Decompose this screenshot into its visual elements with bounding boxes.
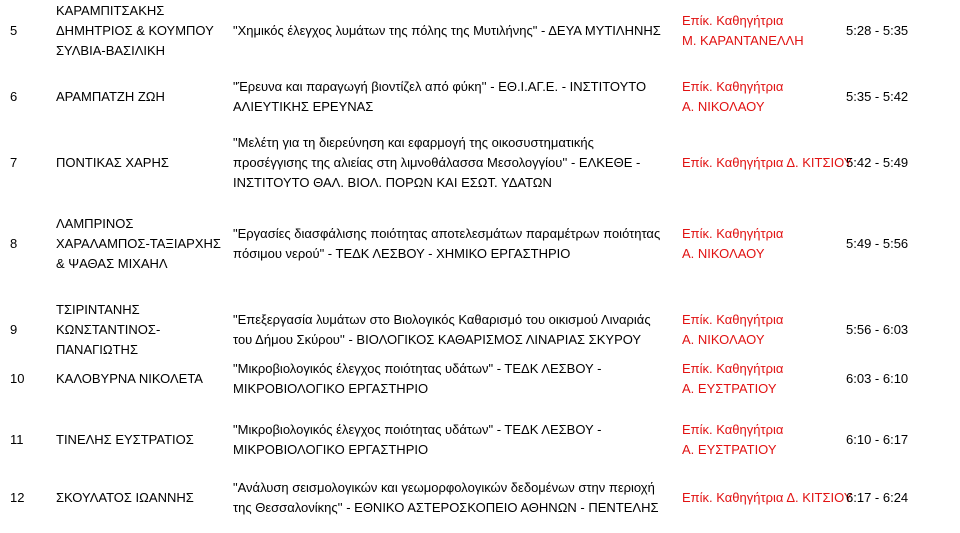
- time-slot: [846, 0, 956, 62]
- student-name-line: ΚΑΛΟΒΥΡΝΑ ΝΙΚΟΛΕΤΑ: [56, 371, 203, 386]
- supervisor-role: Επίκ. Καθηγήτρια: [682, 312, 784, 327]
- student-name-line: ΤΣΙΡΙΝΤΑΝΗΣ: [56, 302, 140, 317]
- time-slot-text: 5:35 - 5:42: [846, 89, 909, 104]
- thesis-title-line: "Επεξεργασία λυμάτων στο Βιολογικός Καθαρισμό του οικισμού Λιναριάς: [233, 312, 651, 327]
- student-names: [56, 354, 224, 404]
- thesis-title: [233, 200, 663, 288]
- time-slot-text: 6:17 - 6:24: [846, 490, 909, 505]
- student-name-line: ΚΑΡΑΜΠΙΤΣΑΚΗΣ: [56, 3, 165, 18]
- row-number-text: 6: [10, 89, 18, 104]
- time-slot: [846, 468, 956, 528]
- thesis-title: [233, 412, 663, 467]
- table-row: [0, 468, 960, 528]
- time-slot-text: 5:42 - 5:49: [846, 155, 909, 170]
- supervisor-name: Δ. ΚΙΤΣΙΟΥ: [786, 155, 853, 170]
- time-slot-text: 6:03 - 6:10: [846, 371, 909, 386]
- student-name-line: ΠΑΝΑΓΙΩΤΗΣ: [56, 342, 138, 357]
- time-slot: [846, 354, 956, 404]
- supervisor-name: Α. ΕΥΣΤΡΑΤΙΟΥ: [682, 441, 777, 457]
- time-slot-text: 6:10 - 6:17: [846, 431, 909, 447]
- supervisor: [682, 0, 832, 62]
- row-number: [10, 0, 32, 62]
- thesis-title: [233, 354, 663, 404]
- table-row: [0, 354, 960, 404]
- thesis-title-line: "Μικροβιολογικός έλεγχος ποιότητας υδάτων" - ΤΕΔΚ ΛΕΣΒΟΥ -: [233, 361, 602, 376]
- row-number: [10, 354, 32, 404]
- student-name-line: & ΨΑΘΑΣ ΜΙΧΑΗΛ: [56, 256, 168, 271]
- time-slot-text: 5:56 - 6:03: [846, 322, 909, 337]
- row-number: [10, 66, 32, 128]
- row-number: [10, 200, 32, 288]
- student-names: [56, 412, 224, 467]
- thesis-title-line: "Εργασίες διασφάλισης ποιότητας αποτελεσμάτων παραμέτρων ποιότητας: [233, 226, 661, 241]
- table-row: [0, 66, 960, 128]
- supervisor-name: Δ. ΚΙΤΣΙΟΥ: [786, 490, 853, 505]
- table-row: [0, 0, 960, 62]
- supervisor-name: Α. ΝΙΚΟΛΑΟΥ: [682, 99, 765, 114]
- supervisor-role: Επίκ. Καθηγήτρια: [682, 79, 784, 94]
- supervisor-name: Μ. ΚΑΡΑΝΤΑΝΕΛΛΗ: [682, 33, 804, 48]
- table-row: [0, 200, 960, 288]
- thesis-title-line: της Θεσσαλονίκης'' - ΕΘΝΙΚΟ ΑΣΤΕΡΟΣΚΟΠΕΙΟ ΑΘΗΝΩΝ - ΠΕΝΤΕΛΗΣ: [233, 500, 659, 515]
- supervisor: [682, 354, 832, 404]
- time-slot-text: 5:28 - 5:35: [846, 23, 909, 38]
- supervisor: [682, 128, 853, 198]
- supervisor-role: Επίκ. Καθηγήτρια: [682, 490, 784, 505]
- supervisor: [682, 200, 832, 288]
- table-row: [0, 128, 960, 198]
- student-name-line: ΔΗΜΗΤΡΙΟΣ & ΚΟΥΜΠΟΥ: [56, 23, 214, 38]
- student-name-line: ΚΩΝΣΤΑΝΤΙΝΟΣ-: [56, 322, 161, 337]
- row-number-text: 11: [10, 431, 24, 447]
- supervisor-role: Επίκ. Καθηγήτρια: [682, 155, 784, 170]
- row-number: [10, 128, 32, 198]
- thesis-title: [233, 468, 663, 528]
- table-row: [0, 412, 960, 467]
- thesis-title: [233, 128, 663, 198]
- student-names: [56, 200, 224, 288]
- supervisor-name: Α. ΝΙΚΟΛΑΟΥ: [682, 246, 765, 261]
- student-name-line: ΣΚΟΥΛΑΤΟΣ ΙΩΑΝΝΗΣ: [56, 490, 194, 505]
- thesis-title-line: του Δήμου Σκύρου'' - ΒΙΟΛΟΓΙΚΟΣ ΚΑΘΑΡΙΣΜΟΣ ΛΙΝΑΡΙΑΣ ΣΚΥΡΟΥ: [233, 332, 642, 347]
- supervisor-role: Επίκ. Καθηγήτρια: [682, 13, 784, 28]
- thesis-title-line: ΜΙΚΡΟΒΙΟΛΟΓΙΚΟ ΕΡΓΑΣΤΗΡΙΟ: [233, 381, 429, 396]
- student-names: [56, 468, 224, 528]
- row-number: [10, 468, 32, 528]
- time-slot: [846, 200, 956, 288]
- time-slot: [846, 66, 956, 128]
- thesis-title-line: "Μικροβιολογικός έλεγχος ποιότητας υδάτων" - ΤΕΔΚ ΛΕΣΒΟΥ -: [233, 421, 602, 437]
- row-number-text: 5: [10, 23, 18, 38]
- supervisor: [682, 468, 853, 528]
- row-number-text: 8: [10, 236, 18, 251]
- thesis-title: [233, 66, 663, 128]
- thesis-title-line: "Ανάλυση σεισμολογικών και γεωμορφολογικών δεδομένων στην περιοχή: [233, 480, 655, 495]
- student-name-line: ΧΑΡΑΛΑΜΠΟΣ-ΤΑΞΙΑΡΧΗΣ: [56, 236, 221, 251]
- supervisor-role: Επίκ. Καθηγήτρια: [682, 421, 784, 437]
- thesis-title-line: "Έρευνα και παραγωγή βιοντίζελ από φύκη'' - ΕΘ.Ι.ΑΓ.Ε. - ΙΝΣΤΙΤΟΥΤΟ: [233, 79, 647, 94]
- student-name-line: ΣΥΛΒΙΑ-ΒΑΣΙΛΙΚΗ: [56, 43, 166, 58]
- time-slot: [846, 412, 956, 467]
- thesis-title-line: ΙΝΣΤΙΤΟΥΤΟ ΘΑΛ. ΒΙΟΛ. ΠΟΡΩΝ ΚΑΙ ΕΣΩΤ. ΥΔΑΤΩΝ: [233, 175, 552, 190]
- student-name-line: ΤΙΝΕΛΗΣ ΕΥΣΤΡΑΤΙΟΣ: [56, 431, 194, 447]
- student-name-line: ΠΟΝΤΙΚΑΣ ΧΑΡΗΣ: [56, 155, 169, 170]
- row-number-text: 7: [10, 155, 18, 170]
- thesis-title-line: ΑΛΙΕΥΤΙΚΗΣ ΕΡΕΥΝΑΣ: [233, 99, 374, 114]
- time-slot: [846, 128, 956, 198]
- thesis-title-line: "Μελέτη για τη διερεύνηση και εφαρμογή της οικοσυστηματικής: [233, 135, 594, 150]
- student-name-line: ΑΡΑΜΠΑΤΖΗ ΖΩΗ: [56, 89, 165, 104]
- supervisor-role: Επίκ. Καθηγήτρια: [682, 226, 784, 241]
- student-name-line: ΛΑΜΠΡΙΝΟΣ: [56, 216, 134, 231]
- thesis-title-line: ΜΙΚΡΟΒΙΟΛΟΓΙΚΟ ΕΡΓΑΣΤΗΡΙΟ: [233, 441, 429, 457]
- supervisor: [682, 66, 832, 128]
- supervisor-name: Α. ΕΥΣΤΡΑΤΙΟΥ: [682, 381, 777, 396]
- student-names: [56, 128, 224, 198]
- thesis-title: [233, 0, 663, 62]
- supervisor: [682, 412, 832, 467]
- row-number-text: 9: [10, 322, 18, 337]
- student-names: [56, 66, 224, 128]
- student-names: [56, 0, 224, 62]
- row-number: [10, 412, 32, 467]
- row-number-text: 10: [10, 371, 25, 386]
- supervisor-name: Α. ΝΙΚΟΛΑΟΥ: [682, 332, 765, 347]
- thesis-title-line: προσέγγισης της αλιείας στη λιμνοθάλασσα Μεσολογγίου'' - ΕΛΚΕΘΕ -: [233, 155, 641, 170]
- row-number-text: 12: [10, 490, 25, 505]
- supervisor-role: Επίκ. Καθηγήτρια: [682, 361, 784, 376]
- thesis-title-line: πόσιμου νερού" - ΤΕΔΚ ΛΕΣΒΟΥ - ΧΗΜΙΚΟ ΕΡΓΑΣΤΗΡΙΟ: [233, 246, 571, 261]
- thesis-title-line: "Χημικός έλεγχος λυμάτων της πόλης της Μυτιλήνης" - ΔΕΥΑ ΜΥΤΙΛΗΝΗΣ: [233, 23, 661, 38]
- time-slot-text: 5:49 - 5:56: [846, 236, 909, 251]
